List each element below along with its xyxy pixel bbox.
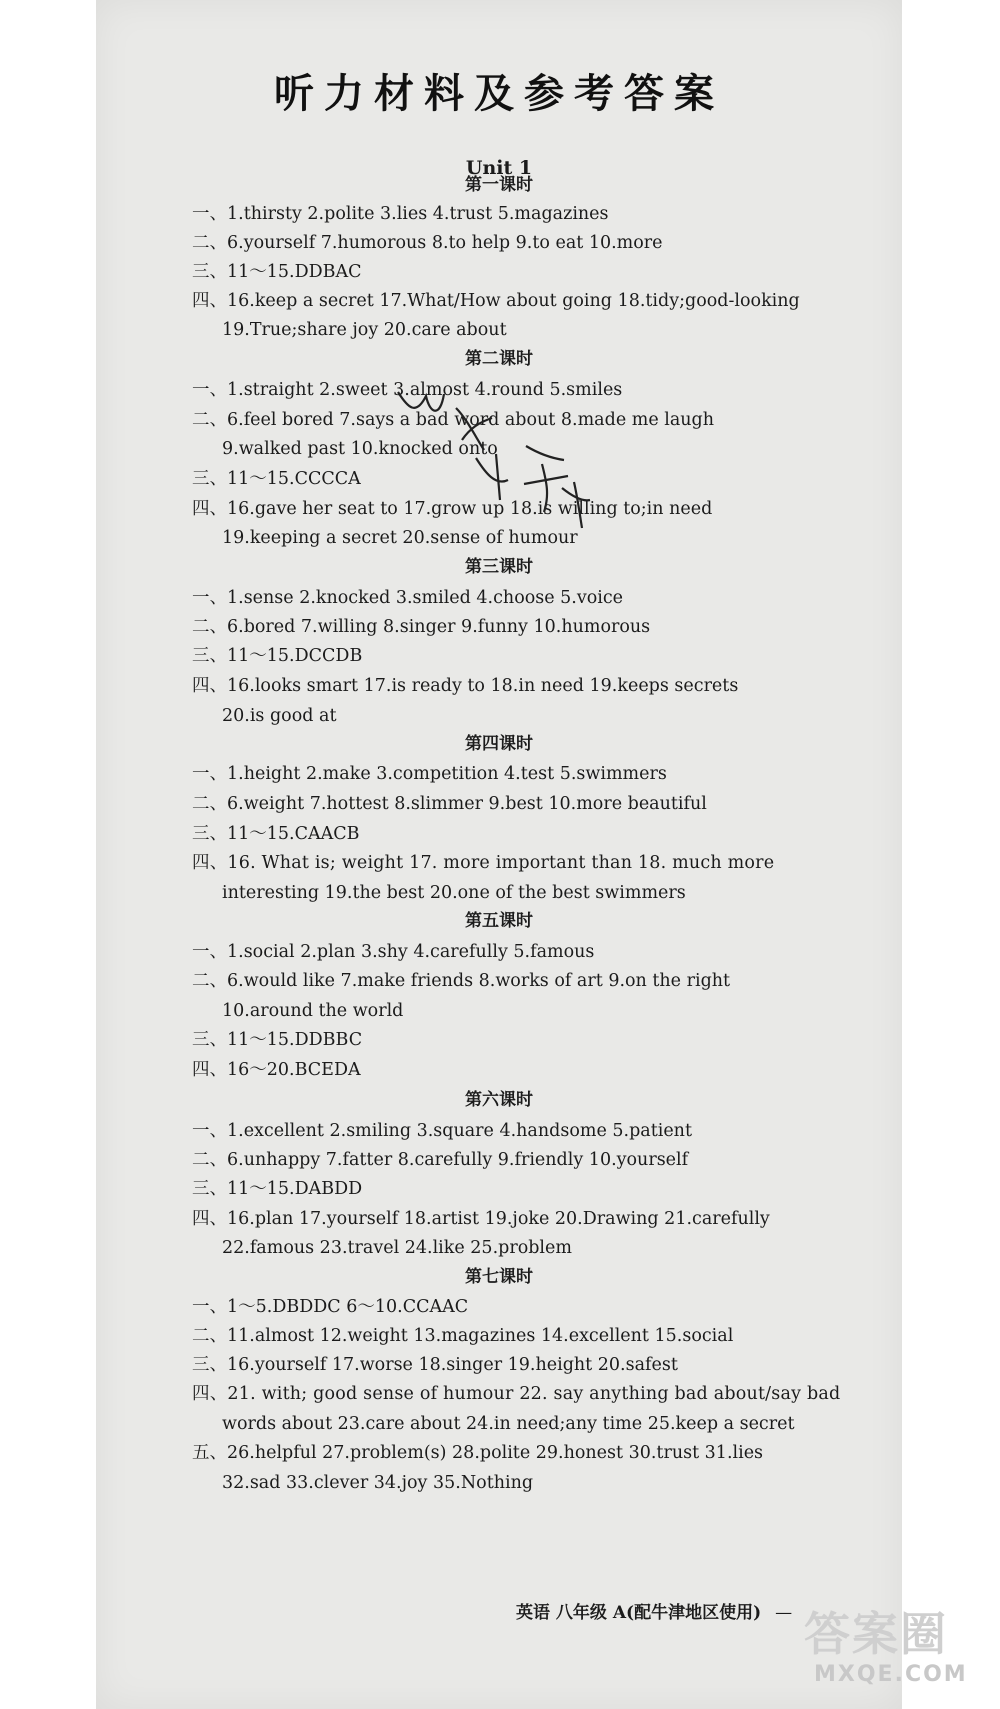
answer-line: 二、11.almost 12.weight 13.magazines 14.excellent 15.social	[192, 1326, 734, 1346]
answer-line: 三、11～15.DDBBC	[192, 1030, 363, 1050]
watermark-logo-text: 答案圈	[804, 1607, 948, 1661]
answer-line: 一、1.excellent 2.smiling 3.square 4.handsome 5.patient	[192, 1121, 692, 1141]
answer-line: 四、16. What is; weight 17. more important than 18. much more	[192, 853, 775, 873]
answer-line: 二、6.feel bored 7.says a bad word about 8.made me laugh	[192, 410, 715, 430]
answer-line: 20.is good at	[222, 706, 337, 726]
answer-line: 一、1.straight 2.sweet 3.almost 4.round 5.smiles	[192, 380, 623, 400]
answer-line: 一、1.height 2.make 3.competition 4.test 5.swimmers	[192, 764, 667, 784]
answer-line: 二、6.yourself 7.humorous 8.to help 9.to eat 10.more	[192, 233, 663, 253]
page-title: 听力材料及参考答案	[274, 70, 724, 117]
answer-line: 三、11～15.CCCCA	[192, 469, 361, 489]
answer-line: 四、16.plan 17.yourself 18.artist 19.joke 20.Drawing 21.carefully	[192, 1209, 770, 1229]
answer-line: 19.True;share joy 20.care about	[222, 320, 507, 340]
answer-line: 二、6.would like 7.make friends 8.works of art 9.on the right	[192, 971, 731, 991]
answer-line: 二、6.unhappy 7.fatter 8.carefully 9.friendly 10.yourself	[192, 1150, 689, 1170]
answer-line: 三、11～15.DABDD	[192, 1179, 363, 1199]
answer-line: 三、11～15.DDBAC	[192, 262, 362, 282]
lesson-heading-2: 第二课时	[465, 349, 533, 369]
lesson-heading-5: 第五课时	[465, 911, 533, 931]
answer-line: 三、11～15.CAACB	[192, 824, 360, 844]
answer-line: 二、6.bored 7.willing 8.singer 9.funny 10.humorous	[192, 617, 651, 637]
answer-line: 四、21. with; good sense of humour 22. say anything bad about/say bad	[192, 1384, 841, 1404]
answer-line: 32.sad 33.clever 34.joy 35.Nothing	[222, 1473, 534, 1493]
answer-line: 五、26.helpful 27.problem(s) 28.polite 29.honest 30.trust 31.lies	[192, 1443, 764, 1463]
answer-line: 四、16～20.BCEDA	[192, 1060, 361, 1080]
answer-line: words about 23.care about 24.in need;any time 25.keep a secret	[222, 1414, 795, 1434]
answer-line: 一、1.thirsty 2.polite 3.lies 4.trust 5.magazines	[192, 204, 609, 224]
site-watermark	[796, 1598, 1000, 1698]
lesson-heading-1: 第一课时	[465, 175, 533, 195]
page-footer	[516, 1598, 792, 1623]
footer-dash: —	[775, 1603, 793, 1623]
answer-line: 一、1.social 2.plan 3.shy 4.carefully 5.famous	[192, 942, 595, 962]
answer-line: 10.around the world	[222, 1001, 404, 1021]
answer-line: 三、11～15.DCCDB	[192, 646, 363, 666]
answer-line: interesting 19.the best 20.one of the best swimmers	[222, 883, 686, 903]
lesson-heading-6: 第六课时	[465, 1090, 533, 1110]
lesson-heading-4: 第四课时	[465, 734, 533, 754]
answer-line: 四、16.gave her seat to 17.grow up 18.is willing to;in need	[192, 499, 713, 519]
lesson-heading-7: 第七课时	[465, 1267, 533, 1287]
footer-text: 英语 八年级 A(配牛津地区使用)	[516, 1603, 762, 1623]
watermark-url: MXQE.COM	[814, 1662, 968, 1687]
answer-line: 一、1～5.DBDDC 6～10.CCAAC	[192, 1297, 469, 1317]
answer-line: 22.famous 23.travel 24.like 25.problem	[222, 1238, 572, 1258]
answer-line: 19.keeping a secret 20.sense of humour	[222, 528, 578, 548]
answer-line: 三、16.yourself 17.worse 18.singer 19.height 20.safest	[192, 1355, 678, 1375]
answer-line: 四、16.looks smart 17.is ready to 18.in need 19.keeps secrets	[192, 676, 739, 696]
lesson-heading-3: 第三课时	[465, 557, 533, 577]
unit-heading: Unit 1	[465, 157, 533, 179]
answer-line: 四、16.keep a secret 17.What/How about going 18.tidy;good-looking	[192, 291, 800, 311]
answer-line: 二、6.weight 7.hottest 8.slimmer 9.best 10.more beautiful	[192, 794, 707, 814]
answer-line: 一、1.sense 2.knocked 3.smiled 4.choose 5.voice	[192, 588, 624, 608]
answer-line: 9.walked past 10.knocked onto	[222, 439, 498, 459]
answer-page	[96, 0, 968, 1709]
